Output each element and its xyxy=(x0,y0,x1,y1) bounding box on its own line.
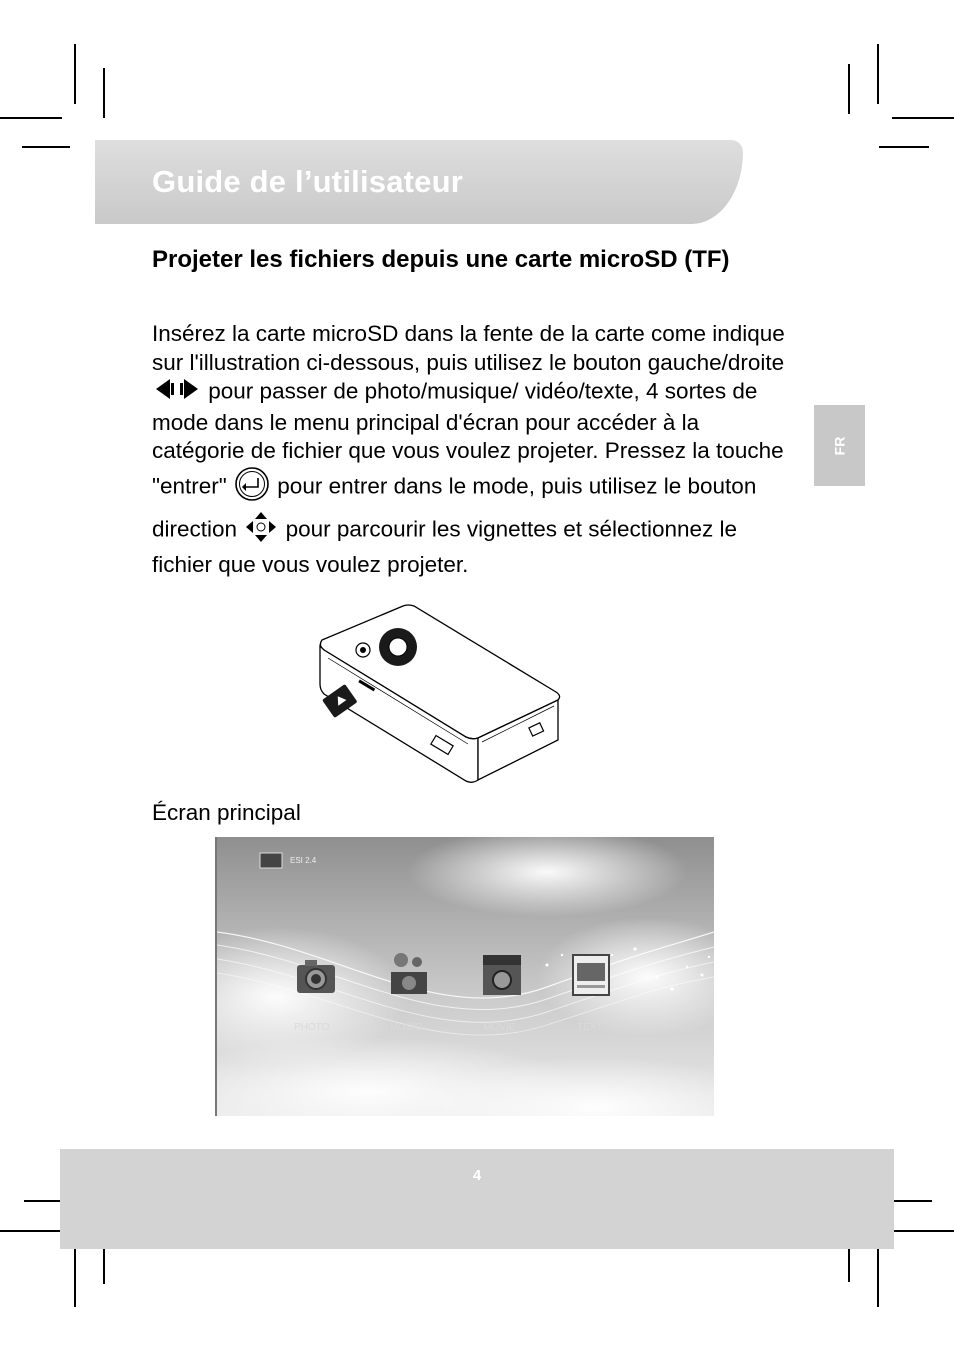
crop-mark xyxy=(22,146,70,148)
crop-mark xyxy=(892,117,954,119)
crop-mark xyxy=(894,1230,954,1232)
crop-mark xyxy=(848,64,850,114)
paragraph-part: Insérez la carte microSD dans la fente de la carte come indique sur l'illustration ci-dessous, puis utilisez le bouton gauche/droite xyxy=(152,321,785,375)
crop-mark xyxy=(74,44,76,104)
crop-mark xyxy=(0,1230,60,1232)
crop-mark xyxy=(894,1200,932,1202)
crop-mark xyxy=(877,1249,879,1307)
menu-label-music: MUSIC xyxy=(390,1022,423,1033)
crop-mark xyxy=(877,44,879,104)
crop-mark xyxy=(103,1249,105,1284)
direction-pad-icon xyxy=(243,510,279,552)
status-text: ESI 2.4 xyxy=(290,856,317,865)
crop-mark xyxy=(879,146,929,148)
paragraph-part: pour entrer dans le mode, puis utilisez le bouton direction xyxy=(152,473,757,542)
language-tab xyxy=(814,405,865,486)
projector-illustration xyxy=(318,600,568,791)
figure-caption: Écran principal xyxy=(152,800,301,825)
crop-mark xyxy=(24,1200,60,1202)
main-screen xyxy=(215,837,714,1116)
page-number: 4 xyxy=(472,1167,482,1184)
menu-label-text: TEXT xyxy=(577,1022,603,1033)
paragraph-part: pour parcourir les vignettes et sélectionnez le fichier que vous voulez projeter. xyxy=(152,516,738,578)
left-right-arrows-icon xyxy=(152,377,202,409)
enter-key-icon xyxy=(233,466,271,510)
footer-band xyxy=(60,1149,894,1249)
crop-mark xyxy=(103,68,105,118)
crop-mark xyxy=(848,1249,850,1282)
crop-mark xyxy=(0,117,62,119)
crop-mark xyxy=(74,1249,76,1307)
page-title: Guide de l’utilisateur xyxy=(152,164,464,199)
section-heading: Projeter les fichiers depuis une carte microSD (TF) xyxy=(152,246,730,273)
body-paragraph xyxy=(152,320,792,580)
paragraph-part: pour passer de photo/musique/ vidéo/texte, 4 sortes de mode dans le menu principal d'écran pour accéder à la catégorie de fichier que vous voulez projeter. Pressez la touche "entrer" xyxy=(152,378,784,499)
menu-label-movie: MOVIE xyxy=(483,1022,516,1033)
language-label: FR xyxy=(831,436,848,455)
menu-label-photo: PHOTO xyxy=(294,1022,330,1033)
